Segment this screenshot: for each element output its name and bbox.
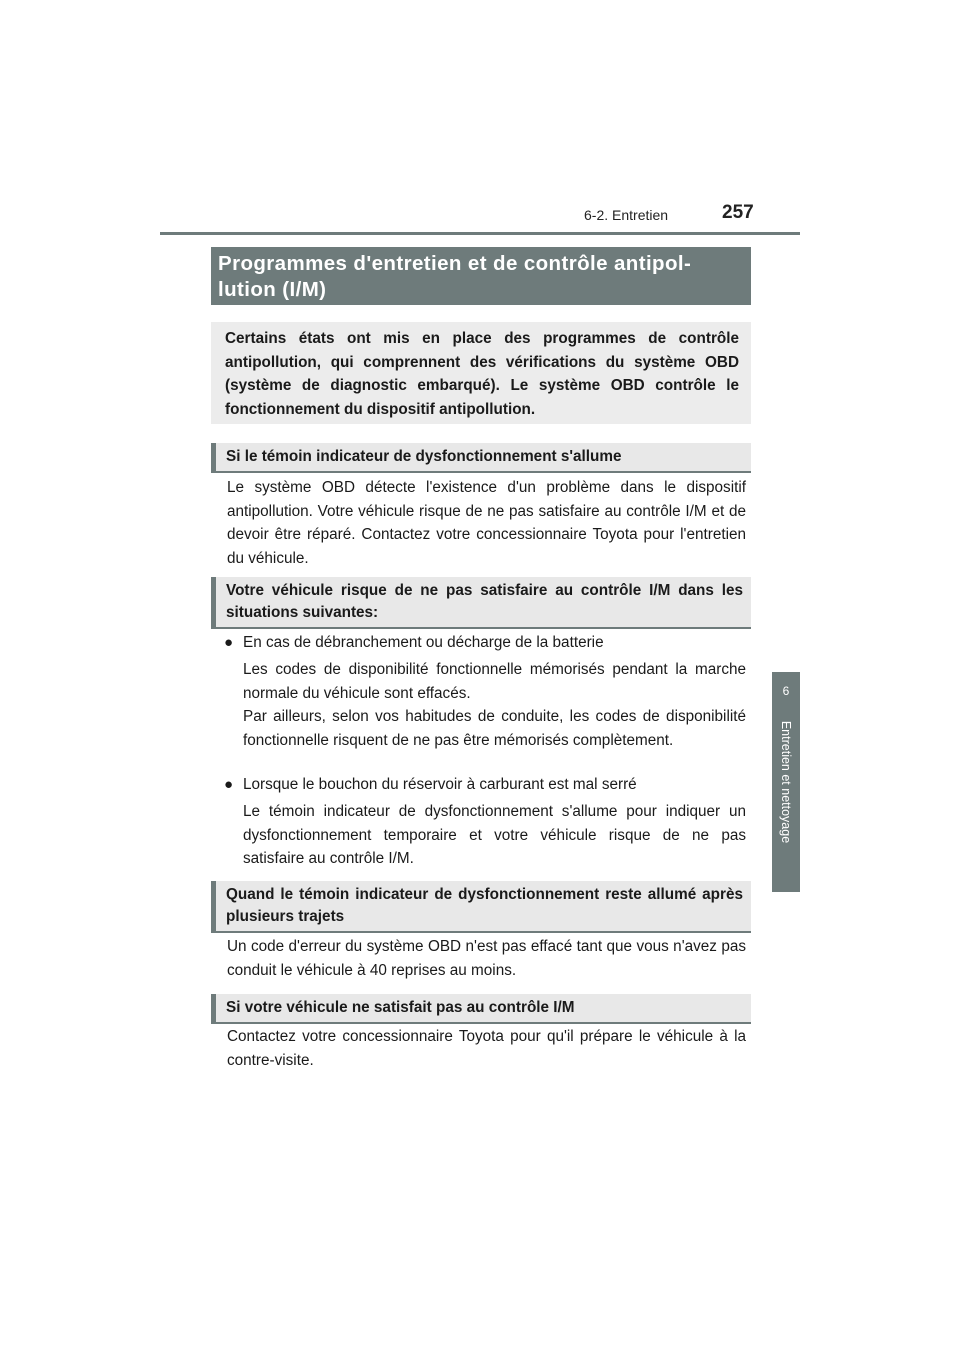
intro-text: Certains états ont mis en place des programmes de contrôle antipollution, qui comprennent des vérifications du système OBD (système de diagnostic embarqué). Le système OBD contrôle le fonctionnement du dispositif antipollution. (225, 330, 739, 418)
bullet-icon: ● (224, 634, 234, 651)
bullet-paragraph: Par ailleurs, selon vos habitudes de conduite, les codes de disponibilité fonctionnelle risquent de ne pas être mémorisés complètement. (243, 708, 746, 749)
running-header-section: 6-2. Entretien (584, 207, 669, 223)
bullet-body-battery (243, 658, 746, 752)
section-body-indicator-on: Le système OBD détecte l'existence d'un problème dans le dispositif antipollution. Votre véhicule risque de ne pas satisfaire au contrôle I/M et de devoir être réparé. Contactez votre concessionnaire Toyota pour l'entretien du véhicule. (227, 479, 746, 567)
bullet-body-fuel-cap (243, 800, 746, 871)
header-rule (160, 232, 800, 235)
bullet-paragraph: Le témoin indicateur de dysfonctionnement s'allume pour indiquer un dysfonctionnement temporaire et votre véhicule risque de ne pas satisfaire au contrôle I/M. (243, 803, 746, 867)
page-number: 257 (722, 202, 754, 223)
title-banner (211, 247, 751, 305)
section-heading-indicator-on: Si le témoin indicateur de dysfonctionnement s'allume (211, 443, 751, 473)
chapter-label: Entretien et nettoyage (779, 720, 793, 844)
section-heading-stays-on: Quand le témoin indicateur de dysfonctionnement reste allumé après plusieurs trajets (211, 881, 751, 933)
page-title-line-1: Programmes d'entretien et de contrôle antipol- (218, 252, 692, 275)
intro-box (211, 322, 751, 424)
section-heading-fails-inspection: Si votre véhicule ne satisfait pas au contrôle I/M (211, 994, 751, 1024)
bullet-paragraph: Les codes de disponibilité fonctionnelle mémorisés pendant la marche normale du véhicule sont effacés. (243, 661, 746, 702)
bullet-fuel-cap (224, 773, 637, 797)
bullet-title-fuel-cap: Lorsque le bouchon du réservoir à carburant est mal serré (243, 776, 637, 793)
page-title-line-2: lution (I/M) (218, 278, 327, 301)
section-heading-situations: Votre véhicule risque de ne pas satisfaire au contrôle I/M dans les situations suivantes: (211, 577, 751, 629)
bullet-title-battery: En cas de débranchement ou décharge de la batterie (243, 634, 604, 651)
page-title (218, 251, 751, 303)
section-body-fails-inspection: Contactez votre concessionnaire Toyota pour qu'il prépare le véhicule à la contre-visite. (227, 1028, 746, 1069)
chapter-number: 6 (782, 684, 790, 698)
section-body-stays-on: Un code d'erreur du système OBD n'est pas effacé tant que vous n'avez pas conduit le véhicule à 40 reprises au moins. (227, 938, 746, 979)
bullet-battery (224, 631, 604, 655)
bullet-icon: ● (224, 776, 234, 793)
